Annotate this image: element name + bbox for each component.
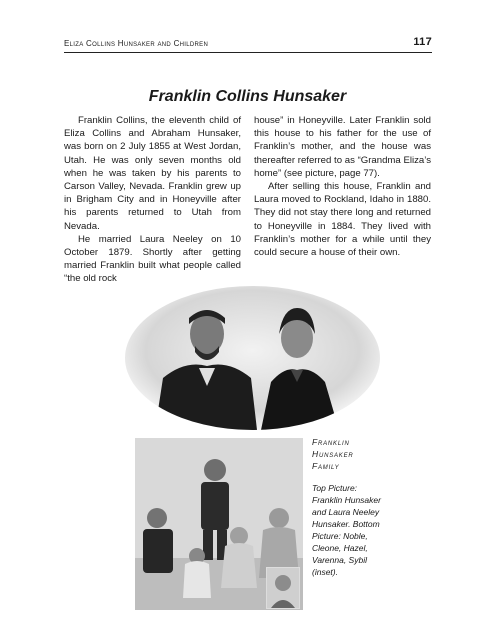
caption-body: Top Picture: Franklin Hunsaker and Laura Neeley Hunsaker. Bottom Picture: Noble, Cleone, Hazel, Varenna, Sybil (inset).	[312, 483, 381, 577]
header-rule	[64, 52, 432, 53]
text-column-left	[64, 114, 241, 286]
text-column-right	[254, 114, 431, 259]
paragraph: He married Laura Neeley on 10 October 1879. Shortly after getting married Franklin built what people called “the old rock	[64, 233, 241, 285]
inset-photo-sybil	[266, 567, 300, 609]
paragraph: house” in Honeyville. Later Franklin sold this house to his father for the use of Franklin’s mother, and the house was thereafter referred to as “Grandma Eliza’s home” (see picture, page 77).	[254, 115, 431, 179]
paragraph: Franklin Collins, the eleventh child of Eliza Collins and Abraham Hunsaker, was born on 2 July 1855 at West Jordan, Utah. He was only seven months old when he was taken by his parents to Carson Valley, Nevada. Franklin grew up in Brigham City and in Honeyville after his parents returned to Utah from Nevada.	[64, 115, 241, 232]
paragraph: After selling this house, Franklin and Laura moved to Rockland, Idaho in 1880. They did not stay there long and returned to Honeyville in 1884. They lived with Franklin’s mother for a while until they could secure a house of their own.	[254, 181, 431, 259]
article-title: Franklin Collins Hunsaker	[148, 88, 347, 105]
photo-caption	[312, 436, 384, 578]
running-title: Eliza Collins Hunsaker and Children	[64, 39, 209, 48]
couple-portrait-photo	[125, 286, 380, 430]
page-number: 117	[413, 36, 432, 48]
caption-title: Franklin Hunsaker Family	[312, 437, 354, 471]
running-header	[64, 36, 432, 50]
